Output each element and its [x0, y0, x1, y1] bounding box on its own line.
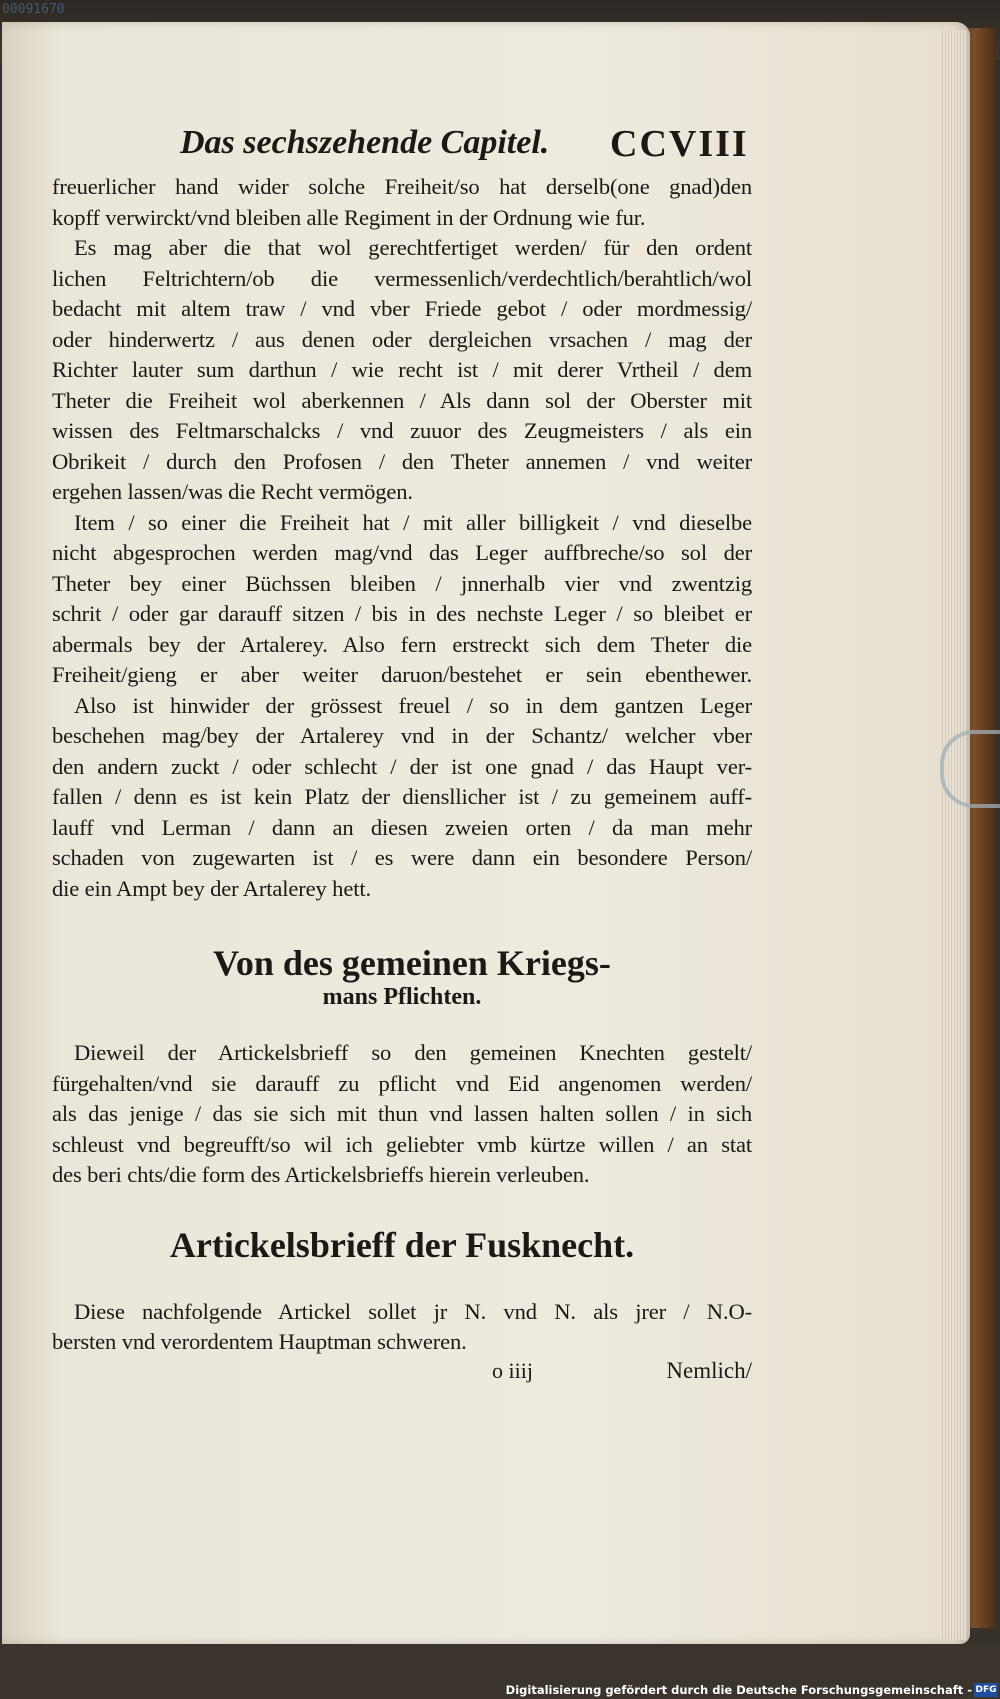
text-line: Richter lauter sum darthun / wie recht ist / mit derer Vrtheil / dem	[52, 357, 752, 382]
text-line: Item / so einer die Freiheit hat / mit aller billigkeit / vnd dieselbe	[74, 509, 752, 535]
catchword: Nemlich/	[666, 1357, 752, 1383]
page-clip	[940, 730, 1000, 808]
page-text-block	[52, 124, 752, 1392]
running-head: Das sechszehende Capitel.	[180, 124, 550, 161]
page-foot	[52, 1358, 752, 1392]
section-title-articles: Artickelsbrieff der Fusknecht.	[169, 1224, 635, 1265]
text-line: Theter die Freiheit wol aberkennen / Als dann sol der Oberster mit	[52, 387, 752, 413]
text-line: oder hinderwertz / aus denen oder dergleichen vrsachen / mag der	[52, 326, 752, 352]
paragraph-5	[52, 1038, 752, 1191]
text-line: Obrikeit / durch den Profosen / den Theter annemen / vnd weiter	[52, 448, 752, 474]
text-line: ergehen lassen/was die Recht vermögen.	[52, 479, 413, 504]
text-line: bedacht mit altem traw / vnd vber Friede gebot / oder mordmessig/	[52, 296, 752, 321]
text-line: schrit / oder gar darauff sitzen / bis in des nechste Leger / so bleibet er	[52, 601, 752, 626]
paragraph-6	[52, 1297, 752, 1358]
text-line: nicht abgesprochen werden mag/vnd das Leger auffbreche/so sol der	[52, 540, 752, 565]
paragraph-3	[52, 508, 752, 691]
text-line: lauff vnd Lerman / dann an diesen zweien orten / da man mehr	[52, 814, 752, 840]
paragraph-4	[52, 691, 752, 905]
text-line: des beri chts/die form des Artickelsbrieffs hierein verleuben.	[52, 1162, 590, 1187]
section-title-duties: Von des gemeinen Kriegs-	[213, 943, 611, 983]
text-line: als das jenige / das sie sich mit thun vnd lassen halten sollen / in sich	[52, 1101, 752, 1126]
text-line: Es mag aber die that wol gerechtfertiget werden/ für den ordent	[74, 235, 752, 260]
text-line: Diese nachfolgende Artickel sollet jr N. vnd N. als jrer / N.O-	[74, 1298, 752, 1324]
text-line: fürgehalten/vnd sie darauff zu pflicht vnd Eid angenomen werden/	[52, 1070, 752, 1096]
text-line: bersten vnd verordentem Hauptman schweren.	[52, 1329, 467, 1354]
paragraph-2	[52, 233, 752, 508]
page-stack-edge	[940, 30, 966, 1640]
text-line: Dieweil der Artickelsbrieff so den gemeinen Knechten gestelt/	[74, 1040, 752, 1065]
text-line: fallen / denn es ist kein Platz der diensllicher ist / zu gemeinem auff-	[52, 784, 752, 809]
signature-mark: o iiij	[492, 1357, 533, 1383]
text-line: die ein Ampt bey der Artalerey hett.	[52, 875, 371, 901]
folio-number: CCVIII	[610, 123, 749, 165]
text-line: schleust vnd begreufft/so wil ich geliebter vmb kürtze willen / an stat	[52, 1131, 752, 1157]
text-line: den andern zuckt / oder schlecht / der ist one gnad / das Haupt ver-	[52, 753, 752, 779]
paragraph-1	[52, 172, 752, 233]
text-line: schaden von zugewarten ist / es were dann ein besondere Person/	[52, 845, 752, 870]
text-line: wissen des Feltmarschalcks / vnd zuuor des Zeugmeisters / als ein	[52, 418, 752, 443]
archive-id: 00091670	[2, 2, 65, 17]
text-line: Theter bey einer Büchssen bleiben / jnnerhalb vier vnd zwentzig	[52, 570, 752, 596]
digitization-credit: Digitalisierung gefördert durch die Deutsche Forschungsgemeinschaft -	[505, 1683, 972, 1697]
section-title-duties-line2: mans Pflichten.	[322, 984, 482, 1010]
text-line: kopff verwirckt/vnd bleiben alle Regiment in der Ordnung wie fur.	[52, 204, 646, 230]
text-line: freuerlicher hand wider solche Freiheit/so hat derselb(one gnad)den	[52, 174, 752, 199]
text-line: abermals bey der Artalerey. Also fern erstreckt sich dem Theter die	[52, 631, 752, 657]
text-line: Freiheit/gieng er aber weiter daruon/bestehet er sein ebenthewer.	[52, 662, 752, 687]
dfg-logo: DFG	[975, 1685, 997, 1695]
text-line: lichen Feltrichtern/ob die vermessenlich/verdechtlich/berahtlich/wol	[52, 265, 752, 291]
text-line: beschehen mag/bey der Artalerey vnd in der Schantz/ welcher vber	[52, 723, 752, 748]
page-header	[52, 124, 752, 172]
text-line: Also ist hinwider der grössest freuel / so in dem gantzen Leger	[74, 692, 752, 718]
